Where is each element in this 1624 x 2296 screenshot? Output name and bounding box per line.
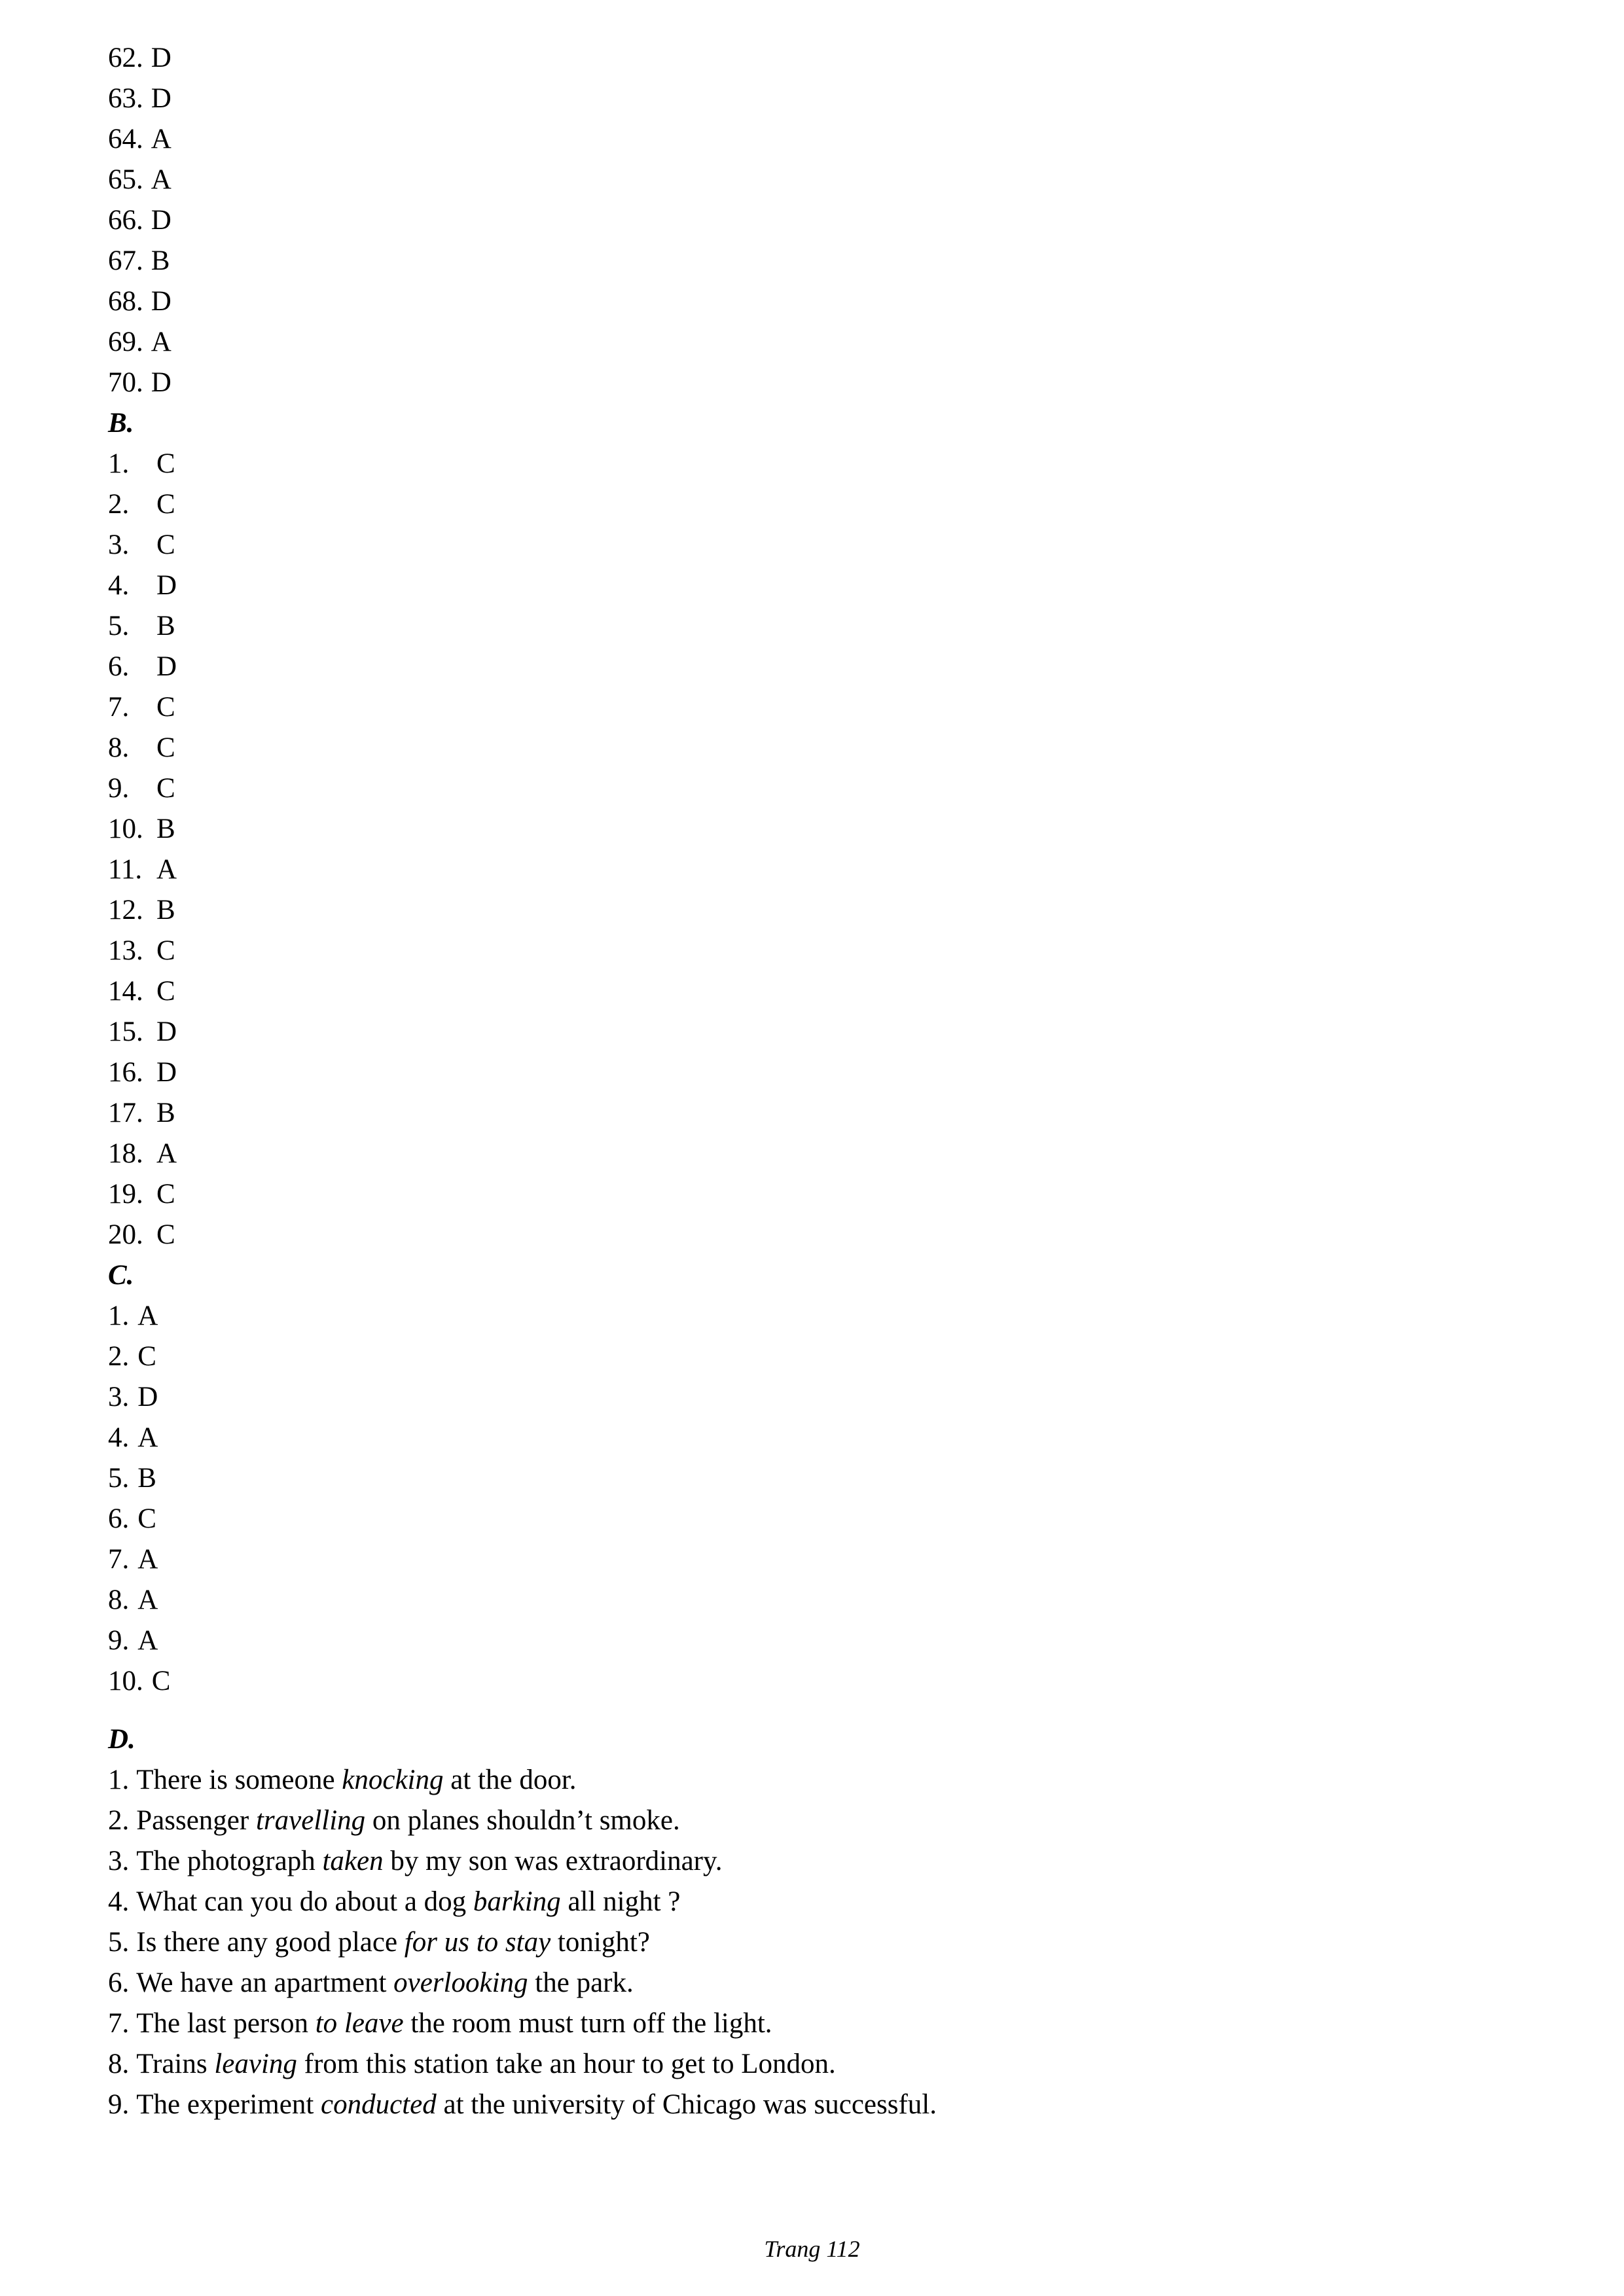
answer-letter: D — [151, 367, 171, 398]
item-number: 70. — [108, 367, 143, 398]
answer-line — [108, 687, 1519, 728]
item-number: 2. — [108, 1341, 130, 1372]
item-number: 2. — [108, 1805, 130, 1836]
answer-line — [108, 1296, 1519, 1336]
answer-line — [108, 809, 1519, 850]
answer-letter: B — [156, 814, 175, 844]
answer-letter: A — [151, 164, 171, 195]
answer-line — [108, 525, 1519, 565]
answer-letter: D — [156, 1016, 177, 1047]
item-number: 69. — [108, 327, 143, 357]
item-number: 4. — [108, 1886, 130, 1917]
section-D — [108, 1719, 1519, 2125]
answer-letter: C — [156, 935, 175, 966]
item-number: 9. — [108, 1625, 130, 1656]
item-number: 6. — [108, 1503, 130, 1534]
answer-line — [108, 1134, 1519, 1174]
answer-line — [108, 565, 1519, 606]
item-number: 4. — [108, 570, 130, 601]
sentence-line — [108, 1801, 1519, 1841]
sentence-text: Passenger travelling on planes shouldn’t smoke. — [136, 1805, 680, 1836]
answer-letter: C — [151, 1666, 171, 1696]
item-number: 9. — [108, 773, 130, 804]
sentence-line — [108, 2003, 1519, 2044]
answer-line — [108, 484, 1519, 525]
answer-line — [108, 971, 1519, 1012]
item-number: 8. — [108, 1585, 130, 1615]
answer-letter: C — [156, 976, 175, 1007]
answer-letter: D — [156, 651, 177, 682]
answer-letter: B — [156, 1098, 175, 1128]
answer-line — [108, 1499, 1519, 1539]
answer-letter: C — [156, 489, 175, 520]
answer-line — [108, 444, 1519, 484]
answer-letter: A — [137, 1625, 158, 1656]
answer-letter: B — [156, 611, 175, 641]
item-number: 1. — [108, 448, 130, 479]
item-number: 65. — [108, 164, 143, 195]
item-number: 3. — [108, 1382, 130, 1412]
answer-letter: C — [156, 692, 175, 723]
item-number: 2. — [108, 489, 130, 520]
item-number: 63. — [108, 83, 143, 114]
answer-line — [108, 119, 1519, 160]
answer-letter: D — [156, 1057, 177, 1088]
answer-line — [108, 1539, 1519, 1580]
sentence-text: What can you do about a dog barking all night ? — [136, 1886, 681, 1917]
item-number: 1. — [108, 1765, 130, 1795]
sentence-text: The last person to leave the room must turn off the light. — [136, 2008, 772, 2039]
answer-letter: D — [151, 43, 171, 73]
sentence-text: The photograph taken by my son was extraordinary. — [136, 1846, 723, 1876]
answer-letter: D — [156, 570, 177, 601]
item-number: 17. — [108, 1098, 143, 1128]
answer-letter: C — [156, 1219, 175, 1250]
answer-line — [108, 241, 1519, 281]
answer-line — [108, 1052, 1519, 1093]
answer-letter: C — [156, 773, 175, 804]
item-number: 3. — [108, 1846, 130, 1876]
item-number: 3. — [108, 529, 130, 560]
answer-line — [108, 281, 1519, 322]
answer-line — [108, 1458, 1519, 1499]
item-number: 12. — [108, 895, 143, 925]
answer-line — [108, 768, 1519, 809]
sentence-text: We have an apartment overlooking the park. — [136, 1967, 634, 1998]
answer-line — [108, 1418, 1519, 1458]
sentence-line — [108, 1922, 1519, 1963]
item-number: 8. — [108, 2049, 130, 2079]
item-number: 6. — [108, 651, 130, 682]
answer-letter: C — [156, 448, 175, 479]
answer-line — [108, 79, 1519, 119]
item-number: 62. — [108, 43, 143, 73]
section-label-D: D. — [108, 1724, 135, 1755]
answer-line — [108, 1174, 1519, 1215]
sentence-line — [108, 1882, 1519, 1922]
sentence-line — [108, 1841, 1519, 1882]
item-number: 64. — [108, 124, 143, 154]
answer-line — [108, 1093, 1519, 1134]
sentence-text: The experiment conducted at the university of Chicago was successful. — [136, 2089, 937, 2120]
item-number: 16. — [108, 1057, 143, 1088]
answer-line — [108, 1580, 1519, 1621]
answer-letter: C — [156, 529, 175, 560]
answer-letter: A — [151, 327, 171, 357]
item-number: 8. — [108, 732, 130, 763]
answer-letter: B — [156, 895, 175, 925]
answer-letter: C — [156, 732, 175, 763]
answer-letter: C — [137, 1341, 156, 1372]
answer-letter: A — [137, 1585, 158, 1615]
item-number: 10. — [108, 1666, 143, 1696]
answer-line — [108, 1012, 1519, 1052]
answer-line — [108, 1377, 1519, 1418]
answer-letter: D — [151, 286, 171, 317]
answer-line — [108, 200, 1519, 241]
item-number: 7. — [108, 2008, 130, 2039]
item-number: 7. — [108, 692, 130, 723]
sentence-line — [108, 1760, 1519, 1801]
item-number: 10. — [108, 814, 143, 844]
sentence-line — [108, 2085, 1519, 2125]
answer-letter: A — [156, 1138, 177, 1169]
sentence-text: Trains leaving from this station take an hour to get to London. — [136, 2049, 836, 2079]
answer-letter: A — [156, 854, 177, 885]
sentence-text: Is there any good place for us to stay tonight? — [136, 1927, 650, 1958]
item-number: 7. — [108, 1544, 130, 1575]
answer-line — [108, 728, 1519, 768]
answer-letter: A — [137, 1300, 158, 1331]
item-number: 4. — [108, 1422, 130, 1453]
answer-line — [108, 647, 1519, 687]
answer-letter: A — [137, 1544, 158, 1575]
answer-line — [108, 931, 1519, 971]
item-number: 6. — [108, 1967, 130, 1998]
answer-letter: D — [151, 205, 171, 236]
answer-letter: B — [151, 245, 170, 276]
answer-letter: B — [137, 1463, 156, 1494]
sentence-line — [108, 2044, 1519, 2085]
section-B — [108, 403, 1519, 1255]
answer-letter: D — [151, 83, 171, 114]
answer-line — [108, 322, 1519, 363]
item-number: 20. — [108, 1219, 143, 1250]
answer-letter: A — [151, 124, 171, 154]
item-number: 1. — [108, 1300, 130, 1331]
item-number: 18. — [108, 1138, 143, 1169]
item-number: 66. — [108, 205, 143, 236]
answer-line — [108, 850, 1519, 890]
item-number: 67. — [108, 245, 143, 276]
answer-line — [108, 1215, 1519, 1255]
item-number: 15. — [108, 1016, 143, 1047]
section-label-B: B. — [108, 408, 134, 439]
answer-line — [108, 890, 1519, 931]
answer-line — [108, 1661, 1519, 1702]
section-label-C: C. — [108, 1260, 134, 1291]
sentence-line — [108, 1963, 1519, 2003]
answer-key-content — [108, 38, 1519, 2125]
section-C — [108, 1255, 1519, 1702]
answer-line — [108, 1336, 1519, 1377]
section-top — [108, 38, 1519, 403]
answer-line — [108, 363, 1519, 403]
item-number: 13. — [108, 935, 143, 966]
item-number: 5. — [108, 611, 130, 641]
item-number: 9. — [108, 2089, 130, 2120]
item-number: 11. — [108, 854, 143, 885]
item-number: 5. — [108, 1463, 130, 1494]
item-number: 14. — [108, 976, 143, 1007]
answer-letter: C — [156, 1179, 175, 1210]
answer-letter: D — [137, 1382, 158, 1412]
page-footer: Trang 112 — [764, 2236, 860, 2262]
answer-letter: A — [137, 1422, 158, 1453]
answer-line — [108, 606, 1519, 647]
answer-letter: C — [137, 1503, 156, 1534]
sentence-text: There is someone knocking at the door. — [136, 1765, 577, 1795]
item-number: 68. — [108, 286, 143, 317]
answer-line — [108, 160, 1519, 200]
answer-line — [108, 1621, 1519, 1661]
item-number: 19. — [108, 1179, 143, 1210]
answer-line — [108, 38, 1519, 79]
item-number: 5. — [108, 1927, 130, 1958]
